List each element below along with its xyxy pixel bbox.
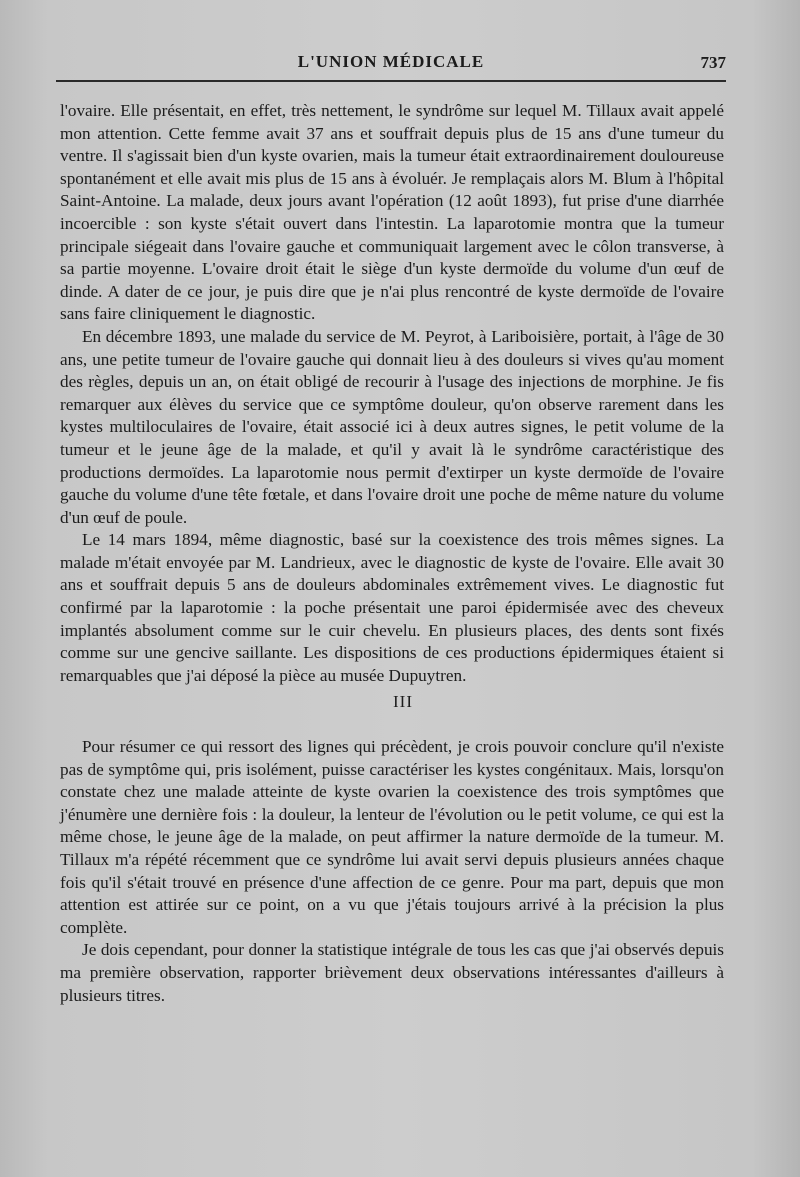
section-heading: III (393, 692, 413, 712)
paragraph-3: Le 14 mars 1894, même diagnostic, basé sur la coexistence des trois mêmes signes. La malade m'était envoyée par M. Landrieux, avec le diagnostic de kyste de l'ovaire. Elle avait 30 ans et souffrait depuis 5 ans de douleurs abdominales extrêmement vives. Le diagnostic fut confirmé par la laparotomie : la poche présentait une paroi épidermisée avec des cheveux implantés absolument comme sur le cuir chevelu. En plusieurs places, des dents sont fixés comme sur une gencive saillante. Les dispositions de ces productions épidermiques étaient si remarquables que j'ai déposé la pièce au musée Dupuytren. (60, 530, 724, 685)
paragraph-5: Je dois cependant, pour donner la statistique intégrale de tous les cas que j'ai observés depuis ma première observation, rapporter brièvement deux observations intéressantes d'ailleurs à plusieurs titres. (60, 940, 724, 1005)
page-header (56, 52, 726, 82)
paragraph-2: En décembre 1893, une malade du service de M. Peyrot, à Lariboisière, portait, à l'âge de 30 ans, une petite tumeur de l'ovaire gauche qui donnait lieu à des douleurs si vives qu'au moment des règles, depuis un an, on était obligé de recourir à l'usage des injections de morphine. Je fis remarquer aux élèves du service que ce symptôme douleur, qu'on observe rarement dans les kystes multiloculaires de l'ovaire, était associé ici à deux autres signes, le petit volume de la tumeur et le jeune âge de la malade, et qu'il y avait là le syndrôme caractéristique des productions dermoïdes. La laparotomie nous permit d'extirper un kyste dermoïde de l'ovaire gauche du volume d'une tête fœtale, et dans l'ovaire droit une poche de même nature du volume d'un œuf de poule. (60, 326, 724, 527)
page-number: 737 (700, 53, 726, 72)
header-rule (56, 80, 726, 82)
paragraph-4: Pour résumer ce qui ressort des lignes qui précèdent, je crois pouvoir conclure qu'il n'existe pas de symptôme qui, pris isolément, puisse caractériser les kystes congénitaux. Mais, lorsqu'on constate chez une malade atteinte de kyste ovarien la coexistence des trois symptômes que j'énumère une dernière fois : la douleur, la lenteur de l'évolution ou le petit volume, ce qui est la même chose, le jeune âge de la malade, on peut affirmer la nature dermoïde de la tumeur. M. Tillaux m'a répété récemment que ce syndrôme lui avait servi depuis plusieurs années chaque fois qu'il s'était trouvé en présence d'une affection de ce genre. Pour ma part, depuis que mon attention est attirée sur ce point, on a vu que j'étais toujours arrivé à la précision la plus complète. (60, 737, 724, 937)
running-title: L'UNION MÉDICALE (297, 52, 485, 71)
paragraph-1: l'ovaire. Elle présentait, en effet, très nettement, le syndrôme sur lequel M. Tillaux avait appelé mon attention. Cette femme avait 37 ans et souffrait depuis plus de 15 ans d'une tumeur du ventre. Il s'agissait bien d'un kyste ovarien, mais la tumeur était extraordinairement douloureuse spontanément et elle avait mis plus de 15 ans à évoluér. Je remplaçais alors M. Blum à l'hôpital Saint-Antoine. La malade, deux jours avant l'opération (12 août 1893), fut prise d'une diarrhée incoercible : son kyste s'était ouvert dans l'intestin. La laparotomie montra que la tumeur principale siégeait dans l'ovaire gauche et communiquait largement avec le côlon transverse, à sa partie moyenne. L'ovaire droit était le siège d'un kyste dermoïde du volume d'un œuf de dinde. A dater de ce jour, je puis dire que je n'ai plus rencontré de kyste dermoïde de l'ovaire sans faire cliniquement le diagnostic. (60, 101, 724, 324)
body-text (60, 100, 724, 1007)
